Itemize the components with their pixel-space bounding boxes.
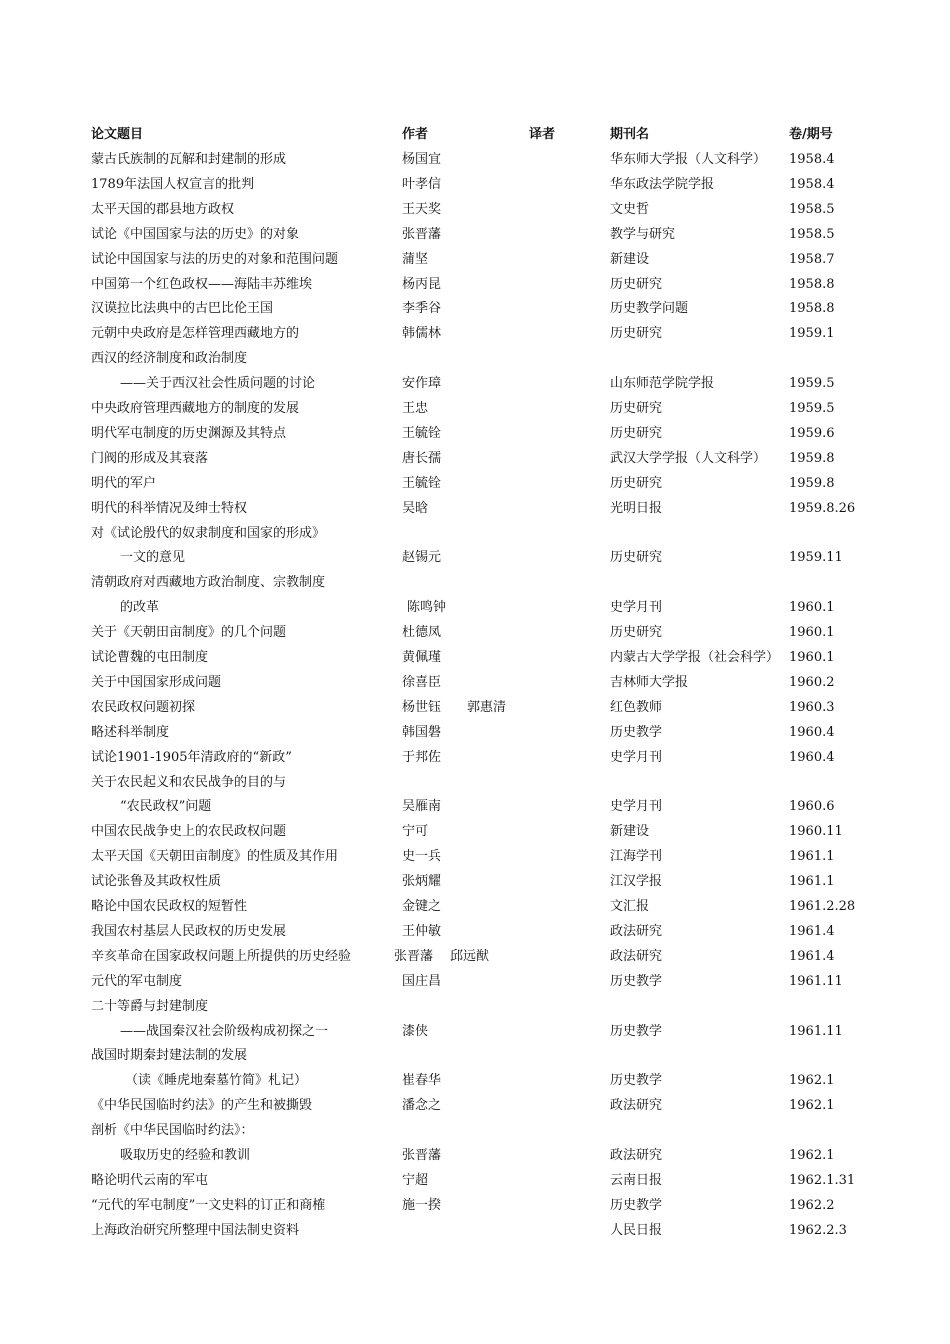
paper-author: 张晋藩 bbox=[402, 227, 442, 242]
paper-title: “农民政权”问题 bbox=[120, 799, 212, 814]
paper-issue: 1960.6 bbox=[789, 799, 835, 814]
table-row bbox=[0, 1069, 950, 1093]
paper-journal: 新建设 bbox=[610, 252, 650, 267]
paper-title: 剖析《中华民国临时约法》： bbox=[91, 1123, 254, 1138]
paper-journal: 文史哲 bbox=[610, 202, 650, 217]
paper-issue: 1960.2 bbox=[789, 675, 835, 690]
header-title: 论文题目 bbox=[91, 127, 144, 142]
table-row bbox=[0, 621, 950, 645]
paper-journal: 历史研究 bbox=[610, 625, 663, 640]
paper-author: 陈鸣钟 bbox=[407, 600, 447, 615]
paper-journal: 历史教学 bbox=[610, 1073, 663, 1088]
paper-issue: 1960.1 bbox=[789, 650, 835, 665]
table-row bbox=[0, 771, 950, 795]
table-row bbox=[0, 1169, 950, 1193]
paper-journal: 历史研究 bbox=[610, 550, 663, 565]
paper-journal: 华东政法学院学报 bbox=[610, 177, 715, 192]
table-row bbox=[0, 746, 950, 770]
paper-title: 略论明代云南的军屯 bbox=[91, 1173, 209, 1188]
paper-title: 明代的科举情况及绅士特权 bbox=[91, 501, 248, 516]
table-row bbox=[0, 945, 950, 969]
table-row bbox=[0, 895, 950, 919]
paper-author: 吴晗 bbox=[402, 501, 429, 516]
paper-author: 黄佩瑾 bbox=[402, 650, 442, 665]
paper-journal: 江汉学报 bbox=[610, 874, 663, 889]
table-row bbox=[0, 248, 950, 272]
header-author: 作者 bbox=[402, 127, 429, 142]
paper-issue: 1959.5 bbox=[789, 401, 835, 416]
table-row bbox=[0, 223, 950, 247]
paper-title: 元代的军屯制度 bbox=[91, 974, 183, 989]
paper-title: 试论张鲁及其政权性质 bbox=[91, 874, 222, 889]
table-row bbox=[0, 522, 950, 546]
paper-author: 蒲坚 bbox=[402, 252, 429, 267]
paper-title: （读《睡虎地秦墓竹简》札记） bbox=[125, 1073, 308, 1088]
paper-title: 关于中国国家形成问题 bbox=[91, 675, 222, 690]
paper-journal: 历史研究 bbox=[610, 426, 663, 441]
paper-author: 王仲敏 bbox=[402, 924, 442, 939]
table-row bbox=[0, 372, 950, 396]
paper-issue: 1962.1 bbox=[789, 1098, 835, 1113]
paper-author: 徐喜臣 bbox=[402, 675, 442, 690]
table-row bbox=[0, 646, 950, 670]
paper-issue: 1961.1 bbox=[789, 849, 835, 864]
paper-journal: 新建设 bbox=[610, 824, 650, 839]
paper-journal: 教学与研究 bbox=[610, 227, 676, 242]
table-row bbox=[0, 970, 950, 994]
paper-journal: 内蒙古大学学报（社会科学） bbox=[610, 650, 780, 665]
paper-issue: 1958.4 bbox=[789, 177, 835, 192]
paper-author: 韩儒林 bbox=[402, 326, 442, 341]
paper-title: 关于《天朝田亩制度》的几个问题 bbox=[91, 625, 287, 640]
paper-issue: 1960.4 bbox=[789, 750, 835, 765]
paper-author: 金键之 bbox=[402, 899, 442, 914]
paper-title: 试论曹魏的屯田制度 bbox=[91, 650, 209, 665]
paper-issue: 1962.1 bbox=[789, 1073, 835, 1088]
paper-title: ——关于西汉社会性质问题的讨论 bbox=[120, 376, 316, 391]
paper-author: 杨世钰 bbox=[402, 700, 442, 715]
table-row bbox=[0, 472, 950, 496]
paper-journal: 历史教学 bbox=[610, 974, 663, 989]
paper-author: 杨丙昆 bbox=[402, 277, 442, 292]
paper-title: 对《试论殷代的奴隶制度和国家的形成》 bbox=[91, 526, 326, 541]
paper-journal: 山东师范学院学报 bbox=[610, 376, 715, 391]
paper-issue: 1958.5 bbox=[789, 227, 835, 242]
paper-journal: 史学月刊 bbox=[610, 799, 663, 814]
table-row bbox=[0, 795, 950, 819]
table-row bbox=[0, 596, 950, 620]
paper-title: 一文的意见 bbox=[120, 550, 186, 565]
paper-title: 的改革 bbox=[120, 600, 160, 615]
paper-journal: 史学月刊 bbox=[610, 750, 663, 765]
paper-issue: 1959.8 bbox=[789, 476, 835, 491]
table-row bbox=[0, 1219, 950, 1243]
table-row bbox=[0, 995, 950, 1019]
paper-journal: 政法研究 bbox=[610, 1148, 663, 1163]
paper-issue: 1959.11 bbox=[789, 550, 843, 565]
paper-journal: 吉林师大学报 bbox=[610, 675, 689, 690]
paper-author: 李季谷 bbox=[402, 301, 442, 316]
table-row bbox=[0, 447, 950, 471]
paper-author: 唐长孺 bbox=[402, 451, 442, 466]
table-row bbox=[0, 273, 950, 297]
paper-journal: 武汉大学学报（人文科学） bbox=[610, 451, 767, 466]
paper-author: 漆侠 bbox=[402, 1024, 429, 1039]
paper-title: 吸取历史的经验和教训 bbox=[120, 1148, 251, 1163]
paper-issue: 1962.1.31 bbox=[789, 1173, 856, 1188]
table-row bbox=[0, 820, 950, 844]
paper-author: 杜德凤 bbox=[402, 625, 442, 640]
paper-author: 王忠 bbox=[402, 401, 429, 416]
paper-issue: 1960.1 bbox=[789, 625, 835, 640]
paper-author: 国庄昌 bbox=[402, 974, 442, 989]
paper-title: 明代的军户 bbox=[91, 476, 157, 491]
paper-journal: 历史教学 bbox=[610, 1198, 663, 1213]
paper-journal: 红色教师 bbox=[610, 700, 663, 715]
paper-translator: 邱远猷 bbox=[450, 949, 490, 964]
paper-journal: 历史研究 bbox=[610, 476, 663, 491]
header-issue: 卷/期号 bbox=[789, 127, 833, 142]
table-row bbox=[0, 1144, 950, 1168]
table-row bbox=[0, 1020, 950, 1044]
paper-journal: 历史教学 bbox=[610, 1024, 663, 1039]
table-header bbox=[0, 123, 950, 147]
paper-author: 施一揆 bbox=[402, 1198, 442, 1213]
paper-issue: 1959.5 bbox=[789, 376, 835, 391]
paper-title: 战国时期秦封建法制的发展 bbox=[91, 1048, 248, 1063]
paper-title: 辛亥革命在国家政权问题上所提供的历史经验 bbox=[91, 949, 352, 964]
paper-issue: 1961.1 bbox=[789, 874, 835, 889]
paper-issue: 1958.7 bbox=[789, 252, 835, 267]
paper-journal: 历史教学问题 bbox=[610, 301, 689, 316]
table-row bbox=[0, 347, 950, 371]
table-row bbox=[0, 546, 950, 570]
paper-title: 上海政治研究所整理中国法制史资料 bbox=[91, 1223, 300, 1238]
paper-title: 太平天国的郡县地方政权 bbox=[91, 202, 235, 217]
paper-title: 蒙古氏族制的瓦解和封建制的形成 bbox=[91, 152, 287, 167]
paper-issue: 1958.5 bbox=[789, 202, 835, 217]
paper-journal: 政法研究 bbox=[610, 924, 663, 939]
paper-title: “元代的军屯制度”一文史料的订正和商榷 bbox=[91, 1198, 326, 1213]
paper-author: 张晋藩 bbox=[394, 949, 434, 964]
paper-author: 王毓铨 bbox=[402, 426, 442, 441]
paper-issue: 1958.8 bbox=[789, 277, 835, 292]
table-row bbox=[0, 571, 950, 595]
paper-title: 1789年法国人权宣言的批判 bbox=[91, 177, 255, 192]
paper-title: 我国农村基层人民政权的历史发展 bbox=[91, 924, 287, 939]
table-row bbox=[0, 297, 950, 321]
paper-title: 《中华民国临时约法》的产生和被撕毁 bbox=[91, 1098, 313, 1113]
paper-journal: 史学月刊 bbox=[610, 600, 663, 615]
table-row bbox=[0, 1094, 950, 1118]
paper-issue: 1960.11 bbox=[789, 824, 843, 839]
paper-journal: 历史研究 bbox=[610, 277, 663, 292]
paper-title: 农民政权问题初探 bbox=[91, 700, 196, 715]
paper-author: 史一兵 bbox=[402, 849, 442, 864]
paper-title: 西汉的经济制度和政治制度 bbox=[91, 351, 248, 366]
paper-journal: 光明日报 bbox=[610, 501, 663, 516]
paper-issue: 1961.11 bbox=[789, 1024, 843, 1039]
paper-issue: 1962.2.3 bbox=[789, 1223, 847, 1238]
paper-title: 试论1901-1905年清政府的“新政” bbox=[91, 750, 292, 765]
paper-issue: 1961.11 bbox=[789, 974, 843, 989]
paper-title: 中国第一个红色政权——海陆丰苏维埃 bbox=[91, 277, 313, 292]
paper-title: 试论中国国家与法的历史的对象和范围问题 bbox=[91, 252, 339, 267]
paper-author: 宁超 bbox=[402, 1173, 429, 1188]
paper-author: 韩国磐 bbox=[402, 725, 442, 740]
table-row bbox=[0, 497, 950, 521]
table-row bbox=[0, 422, 950, 446]
header-translator: 译者 bbox=[529, 127, 556, 142]
paper-title: 略论中国农民政权的短暂性 bbox=[91, 899, 248, 914]
paper-issue: 1960.3 bbox=[789, 700, 835, 715]
paper-title: 汉谟拉比法典中的古巴比伦王国 bbox=[91, 301, 274, 316]
paper-issue: 1961.4 bbox=[789, 949, 835, 964]
paper-journal: 云南日报 bbox=[610, 1173, 663, 1188]
paper-title: ——战国秦汉社会阶级构成初探之一 bbox=[120, 1024, 329, 1039]
paper-title: 二十等爵与封建制度 bbox=[91, 999, 209, 1014]
table-row bbox=[0, 1194, 950, 1218]
paper-author: 张炳耀 bbox=[402, 874, 442, 889]
paper-journal: 历史教学 bbox=[610, 725, 663, 740]
paper-author: 杨国宜 bbox=[402, 152, 442, 167]
paper-issue: 1962.1 bbox=[789, 1148, 835, 1163]
table-row bbox=[0, 920, 950, 944]
paper-author: 崔春华 bbox=[402, 1073, 442, 1088]
table-row bbox=[0, 198, 950, 222]
paper-issue: 1959.8 bbox=[789, 451, 835, 466]
paper-issue: 1960.4 bbox=[789, 725, 835, 740]
paper-issue: 1962.2 bbox=[789, 1198, 835, 1213]
paper-issue: 1961.2.28 bbox=[789, 899, 856, 914]
paper-author: 赵锡元 bbox=[402, 550, 442, 565]
table-row bbox=[0, 671, 950, 695]
table-row bbox=[0, 721, 950, 745]
paper-author: 于邦佐 bbox=[402, 750, 442, 765]
paper-title: 试论《中国国家与法的历史》的对象 bbox=[91, 227, 300, 242]
paper-author: 张晋藩 bbox=[402, 1148, 442, 1163]
table-row bbox=[0, 1119, 950, 1143]
paper-issue: 1958.4 bbox=[789, 152, 835, 167]
table-row bbox=[0, 696, 950, 720]
paper-issue: 1959.6 bbox=[789, 426, 835, 441]
paper-author: 宁可 bbox=[402, 824, 429, 839]
paper-title: 中国农民战争史上的农民政权问题 bbox=[91, 824, 287, 839]
paper-author: 潘念之 bbox=[402, 1098, 442, 1113]
paper-title: 略述科举制度 bbox=[91, 725, 170, 740]
paper-issue: 1958.8 bbox=[789, 301, 835, 316]
paper-journal: 政法研究 bbox=[610, 1098, 663, 1113]
paper-journal: 历史研究 bbox=[610, 401, 663, 416]
paper-issue: 1959.8.26 bbox=[789, 501, 856, 516]
paper-title: 门阀的形成及其衰落 bbox=[91, 451, 209, 466]
paper-issue: 1961.4 bbox=[789, 924, 835, 939]
paper-title: 元朝中央政府是怎样管理西藏地方的 bbox=[91, 326, 300, 341]
paper-journal: 江海学刊 bbox=[610, 849, 663, 864]
table-row bbox=[0, 870, 950, 894]
header-journal: 期刊名 bbox=[610, 127, 650, 142]
paper-journal: 人民日报 bbox=[610, 1223, 663, 1238]
paper-title: 清朝政府对西藏地方政治制度、宗教制度 bbox=[91, 575, 326, 590]
paper-author: 王天奖 bbox=[402, 202, 442, 217]
paper-translator: 郭惠清 bbox=[467, 700, 507, 715]
paper-journal: 华东师大学报（人文科学） bbox=[610, 152, 767, 167]
paper-journal: 文汇报 bbox=[610, 899, 650, 914]
table-row bbox=[0, 173, 950, 197]
table-row bbox=[0, 1044, 950, 1068]
paper-issue: 1960.1 bbox=[789, 600, 835, 615]
paper-author: 吴雁南 bbox=[402, 799, 442, 814]
paper-journal: 政法研究 bbox=[610, 949, 663, 964]
paper-issue: 1959.1 bbox=[789, 326, 835, 341]
table-row bbox=[0, 148, 950, 172]
paper-title: 关于农民起义和农民战争的目的与 bbox=[91, 775, 287, 790]
paper-journal: 历史研究 bbox=[610, 326, 663, 341]
paper-title: 中央政府管理西藏地方的制度的发展 bbox=[91, 401, 300, 416]
table-row bbox=[0, 397, 950, 421]
paper-title: 明代军屯制度的历史渊源及其特点 bbox=[91, 426, 287, 441]
paper-author: 叶孝信 bbox=[402, 177, 442, 192]
table-row bbox=[0, 845, 950, 869]
paper-author: 王毓铨 bbox=[402, 476, 442, 491]
paper-author: 安作璋 bbox=[402, 376, 442, 391]
table-row bbox=[0, 322, 950, 346]
paper-title: 太平天国《天朝田亩制度》的性质及其作用 bbox=[91, 849, 339, 864]
